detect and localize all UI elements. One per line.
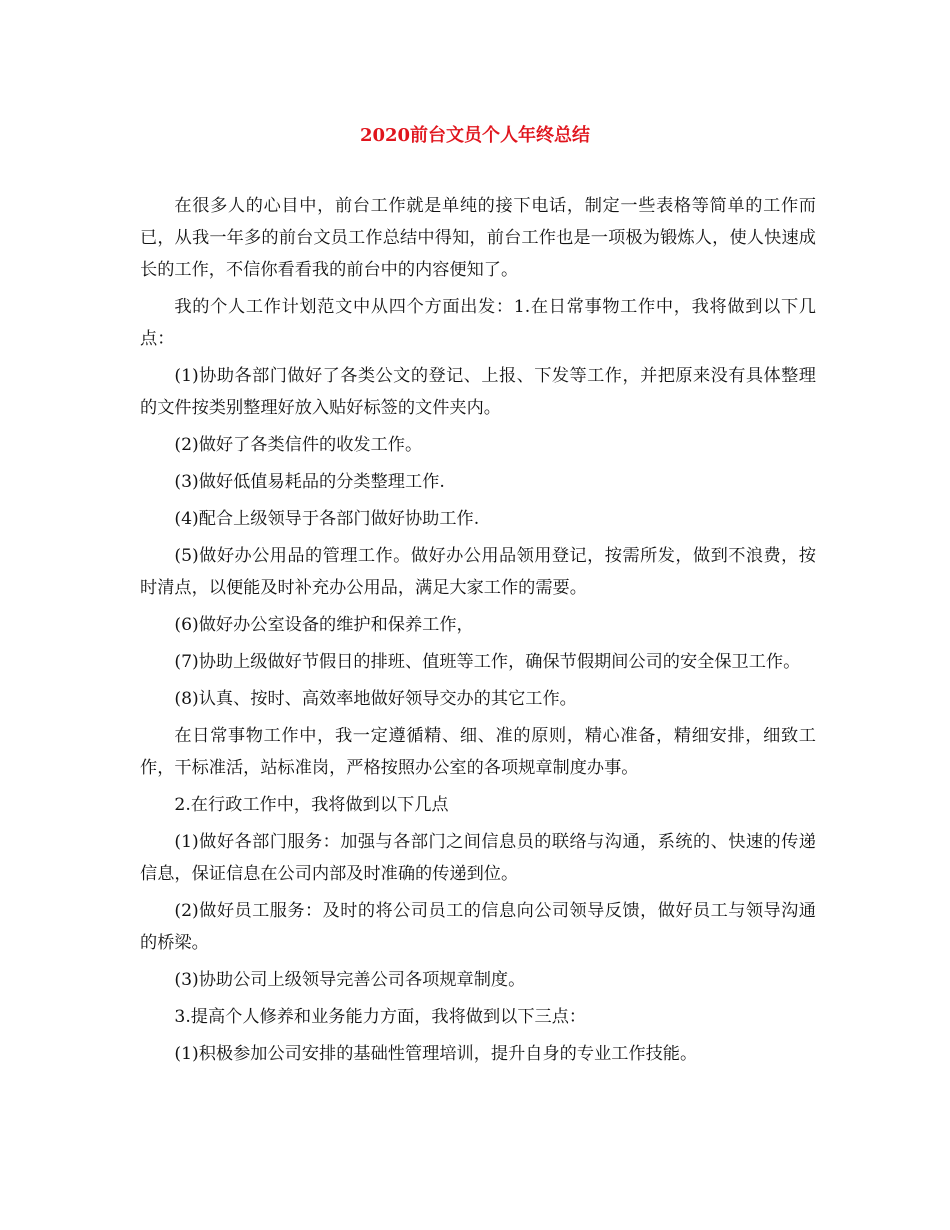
- paragraph: 在日常事物工作中，我一定遵循精、细、准的原则，精心准备，精细安排，细致工作，干标准活，站标准岗，严格按照办公室的各项规章制度办事。: [140, 726, 816, 778]
- document-body: [140, 190, 816, 1075]
- paragraph: (1)协助各部门做好了各类公文的登记、上报、下发等工作，并把原来没有具体整理的文件按类别整理好放入贴好标签的文件夹内。: [140, 366, 816, 418]
- paragraph: 我的个人工作计划范文中从四个方面出发：1.在日常事物工作中，我将做到以下几点：: [140, 297, 816, 349]
- paragraph: (6)做好办公室设备的维护和保养工作，: [174, 615, 474, 635]
- paragraph: (1)积极参加公司安排的基础性管理培训，提升自身的专业工作技能。: [174, 1044, 698, 1064]
- paragraph: 2.在行政工作中，我将做到以下几点: [174, 795, 449, 815]
- paragraph: (2)做好了各类信件的收发工作。: [174, 435, 423, 455]
- paragraph: (2)做好员工服务：及时的将公司员工的信息向公司领导反馈，做好员工与领导沟通的桥梁。: [140, 901, 816, 953]
- paragraph: (4)配合上级领导于各部门做好协助工作.: [174, 509, 480, 529]
- paragraph: (5)做好办公用品的管理工作。做好办公用品领用登记，按需所发，做到不浪费，按时清点，以便能及时补充办公用品，满足大家工作的需要。: [140, 546, 816, 598]
- paragraph: (1)做好各部门服务：加强与各部门之间信息员的联络与沟通，系统的、快速的传递信息，保证信息在公司内部及时准确的传递到位。: [140, 832, 816, 884]
- paragraph: (3)做好低值易耗品的分类整理工作.: [174, 472, 445, 492]
- paragraph: 3.提高个人修养和业务能力方面，我将做到以下三点：: [174, 1007, 587, 1027]
- paragraph: (7)协助上级做好节假日的排班、值班等工作，确保节假期间公司的安全保卫工作。: [174, 652, 801, 672]
- paragraph: (3)协助公司上级领导完善公司各项规章制度。: [174, 970, 526, 990]
- paragraph: (8)认真、按时、高效率地做好领导交办的其它工作。: [174, 689, 577, 709]
- document-title: 2020前台文员个人年终总结: [359, 125, 591, 146]
- paragraph: 在很多人的心目中，前台工作就是单纯的接下电话，制定一些表格等简单的工作而已，从我一年多的前台文员工作总结中得知，前台工作也是一项极为锻炼人，使人快速成长的工作，不信你看看我的前台中的内容便知了。: [140, 196, 816, 280]
